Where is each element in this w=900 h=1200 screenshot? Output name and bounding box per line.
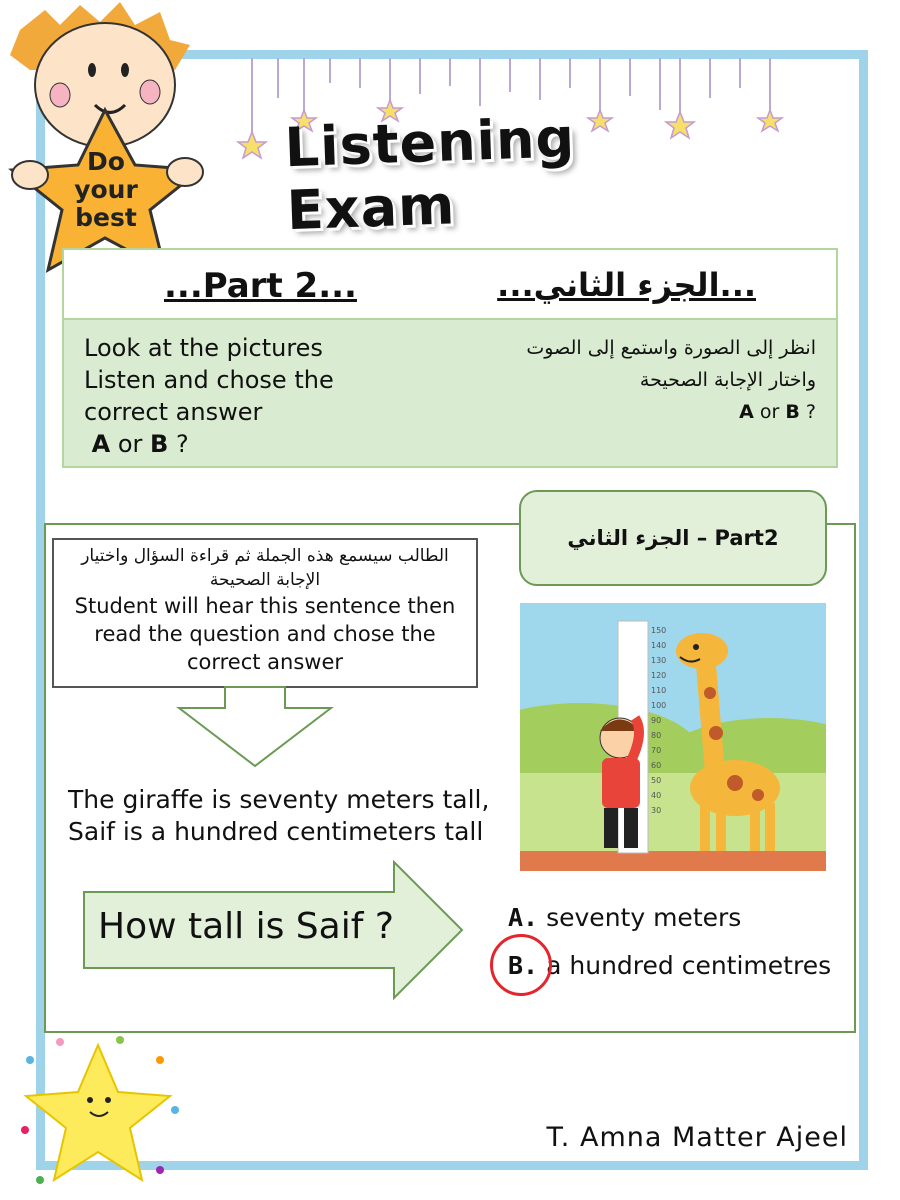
ar-instr-line-2: واختار الإجابة الصحيحة <box>639 369 816 391</box>
ruler-tick: 60 <box>651 761 662 770</box>
part-title-arabic: ...الجزء الثاني... <box>497 266 756 304</box>
answer-text-b: a hundred centimetres <box>546 951 832 980</box>
answer-letter-b: B. <box>508 951 539 980</box>
part-title-english: ...Part 2... <box>164 266 357 306</box>
audio-sentence <box>68 784 489 848</box>
page-title: Listening Exam <box>283 106 577 243</box>
answer-letter-a: A. <box>508 903 539 932</box>
ar-instr-line-1: انظر إلى الصورة واستمع إلى الصوت <box>526 337 816 359</box>
selected-answer-circle <box>490 934 552 996</box>
en-instr-line-4 <box>84 428 334 460</box>
answer-option-a[interactable] <box>508 898 831 946</box>
instructions-table <box>62 248 838 468</box>
mascot-text <box>58 148 154 232</box>
ruler-tick: 110 <box>651 686 667 695</box>
ruler-tick: 80 <box>651 731 662 740</box>
en-or: or <box>110 430 151 458</box>
smiling-star-icon <box>10 1030 190 1195</box>
en-instr-line-3: correct answer <box>84 398 263 426</box>
ruler-tick: 90 <box>651 716 662 725</box>
en-instr-line-1: Look at the pictures <box>84 334 323 362</box>
mascot-line-1: Do <box>87 147 125 176</box>
en-qmark: ? <box>168 430 189 458</box>
ar-option-a: A <box>739 401 754 423</box>
instructions-body <box>64 320 836 466</box>
answer-option-b[interactable] <box>508 946 831 994</box>
student-note-box <box>52 538 478 688</box>
note-arabic: الطالب سيسمع هذه الجملة ثم قراءة السؤال واختيار الإجابة الصحيحة <box>81 546 449 590</box>
instructions-english <box>84 332 334 460</box>
en-option-b: B <box>150 430 169 458</box>
sentence-line-1: The giraffe is seventy meters tall, <box>68 785 490 814</box>
ruler-tick: 30 <box>651 806 662 815</box>
instructions-header <box>64 250 836 320</box>
answer-text-a: seventy meters <box>546 903 742 932</box>
instructions-arabic <box>526 332 816 428</box>
giraffe-height-picture <box>520 603 826 871</box>
ruler-tick: 50 <box>651 776 662 785</box>
mascot-line-3: best <box>75 203 137 232</box>
ruler-tick: 130 <box>651 656 667 665</box>
note-line-3: correct answer <box>186 650 344 674</box>
ruler-tick: 150 <box>651 626 667 635</box>
en-instr-line-2: Listen and chose the <box>84 366 334 394</box>
note-line-2: read the question and chose the <box>94 622 436 646</box>
ar-instr-line-3 <box>526 396 816 428</box>
ar-or: or <box>753 401 786 423</box>
ruler-tick: 120 <box>651 671 667 680</box>
ruler-tick: 70 <box>651 746 662 755</box>
mascot-line-2: your <box>74 175 138 204</box>
author-credit: T. Amna Matter Ajeel <box>546 1122 848 1153</box>
ruler-tick: 100 <box>651 701 667 710</box>
question-text: How tall is Saif ? <box>98 906 394 947</box>
ruler-tick: 40 <box>651 791 662 800</box>
ar-option-b: B <box>785 401 800 423</box>
ruler-tick: 140 <box>651 641 667 650</box>
ar-qmark: ? <box>799 401 816 423</box>
en-option-a: A <box>91 430 111 458</box>
note-line-1: Student will hear this sentence then <box>74 594 456 618</box>
sentence-line-2: Saif is a hundred centimeters tall <box>68 817 484 846</box>
note-english <box>54 592 476 676</box>
answer-options <box>508 898 831 994</box>
part2-tab-label: الجزء الثاني – Part2 <box>519 490 827 586</box>
down-arrow-icon <box>175 686 335 768</box>
mascot-boy-star-icon <box>0 0 220 275</box>
